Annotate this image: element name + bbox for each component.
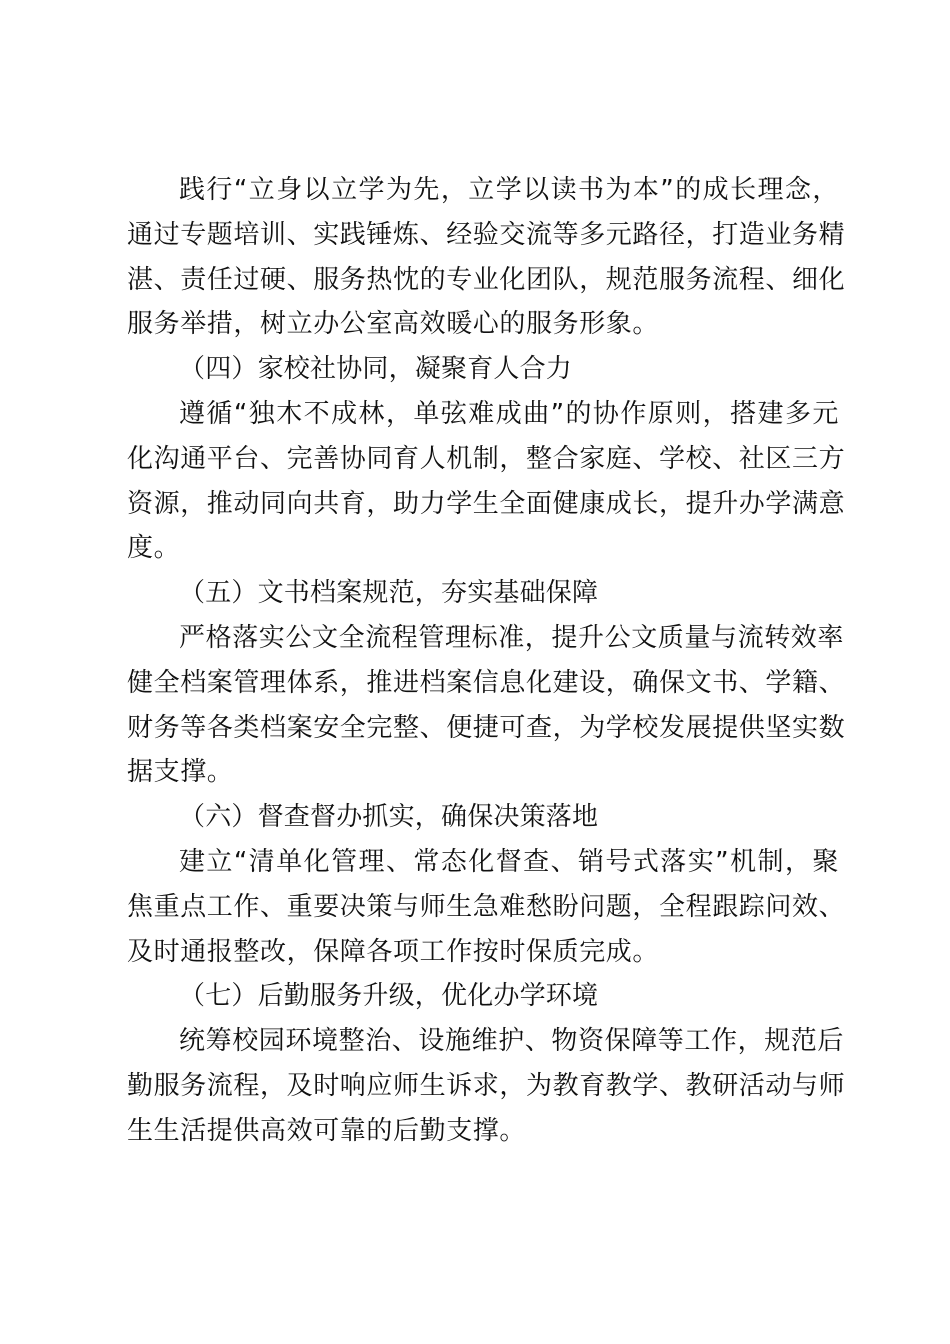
paragraph-archives: [127, 616, 846, 795]
section-heading-text: （五）文书档案规范，夯实基础保障: [179, 578, 599, 609]
paragraph-line: 据支撑。: [127, 757, 234, 788]
paragraph-line: 焦重点工作、重要决策与师生急难愁盼问题，全程跟踪问效、: [127, 891, 846, 922]
section-heading-5: [127, 571, 839, 616]
paragraph-line: 服务举措，树立办公室高效暖心的服务形象。: [127, 309, 660, 340]
paragraph-line: 建立“清单化管理、常态化督查、销号式落实”机制，聚: [179, 846, 839, 877]
paragraph-line: 严格落实公文全流程管理标准，提升公文质量与流转效率: [179, 622, 845, 653]
paragraph-line: 资源，推动同向共育，助力学生全面健康成长，提升办学满意: [127, 488, 846, 519]
paragraph-line: 通过专题培训、实践锤炼、经验交流等多元路径，打造业务精: [127, 219, 846, 250]
paragraph-line: 化沟通平台、完善协同育人机制，整合家庭、学校、社区三方: [127, 443, 846, 474]
section-heading-text: （四）家校社协同，凝聚育人合力: [179, 354, 573, 385]
paragraph-line: 湛、责任过硬、服务热忱的专业化团队，规范服务流程、细化: [127, 264, 846, 295]
paragraph-line: 生生活提供高效可靠的后勤支撑。: [127, 1115, 527, 1146]
section-heading-7: [127, 974, 839, 1019]
section-heading-4: [127, 347, 839, 392]
paragraph-line: 遵循“独木不成林，单弦难成曲”的协作原则，搭建多元: [179, 398, 839, 429]
section-heading-text: （七）后勤服务升级，优化办学环境: [179, 981, 599, 1012]
paragraph-team-building: [127, 168, 846, 347]
paragraph-line: 财务等各类档案安全完整、便捷可查，为学校发展提供坚实数: [127, 712, 846, 743]
paragraph-line: 及时通报整改，保障各项工作按时保质完成。: [127, 936, 660, 967]
paragraph-line: 践行“立身以立学为先，立学以读书为本”的成长理念，: [179, 175, 839, 205]
paragraph-supervision: [127, 840, 846, 974]
paragraph-line: 统筹校园环境整治、设施维护、物资保障等工作，规范后: [179, 1026, 845, 1057]
section-heading-6: [127, 795, 839, 840]
paragraph-line: 健全档案管理体系，推进档案信息化建设，确保文书、学籍、: [127, 667, 846, 698]
section-heading-text: （六）督查督办抓实，确保决策落地: [179, 802, 599, 833]
paragraph-line: 勤服务流程，及时响应师生诉求，为教育教学、教研活动与师: [127, 1070, 846, 1101]
paragraph-home-school-community: [127, 392, 846, 571]
paragraph-logistics: [127, 1019, 846, 1153]
document-body: [127, 168, 846, 1154]
paragraph-line: 度。: [127, 533, 181, 564]
